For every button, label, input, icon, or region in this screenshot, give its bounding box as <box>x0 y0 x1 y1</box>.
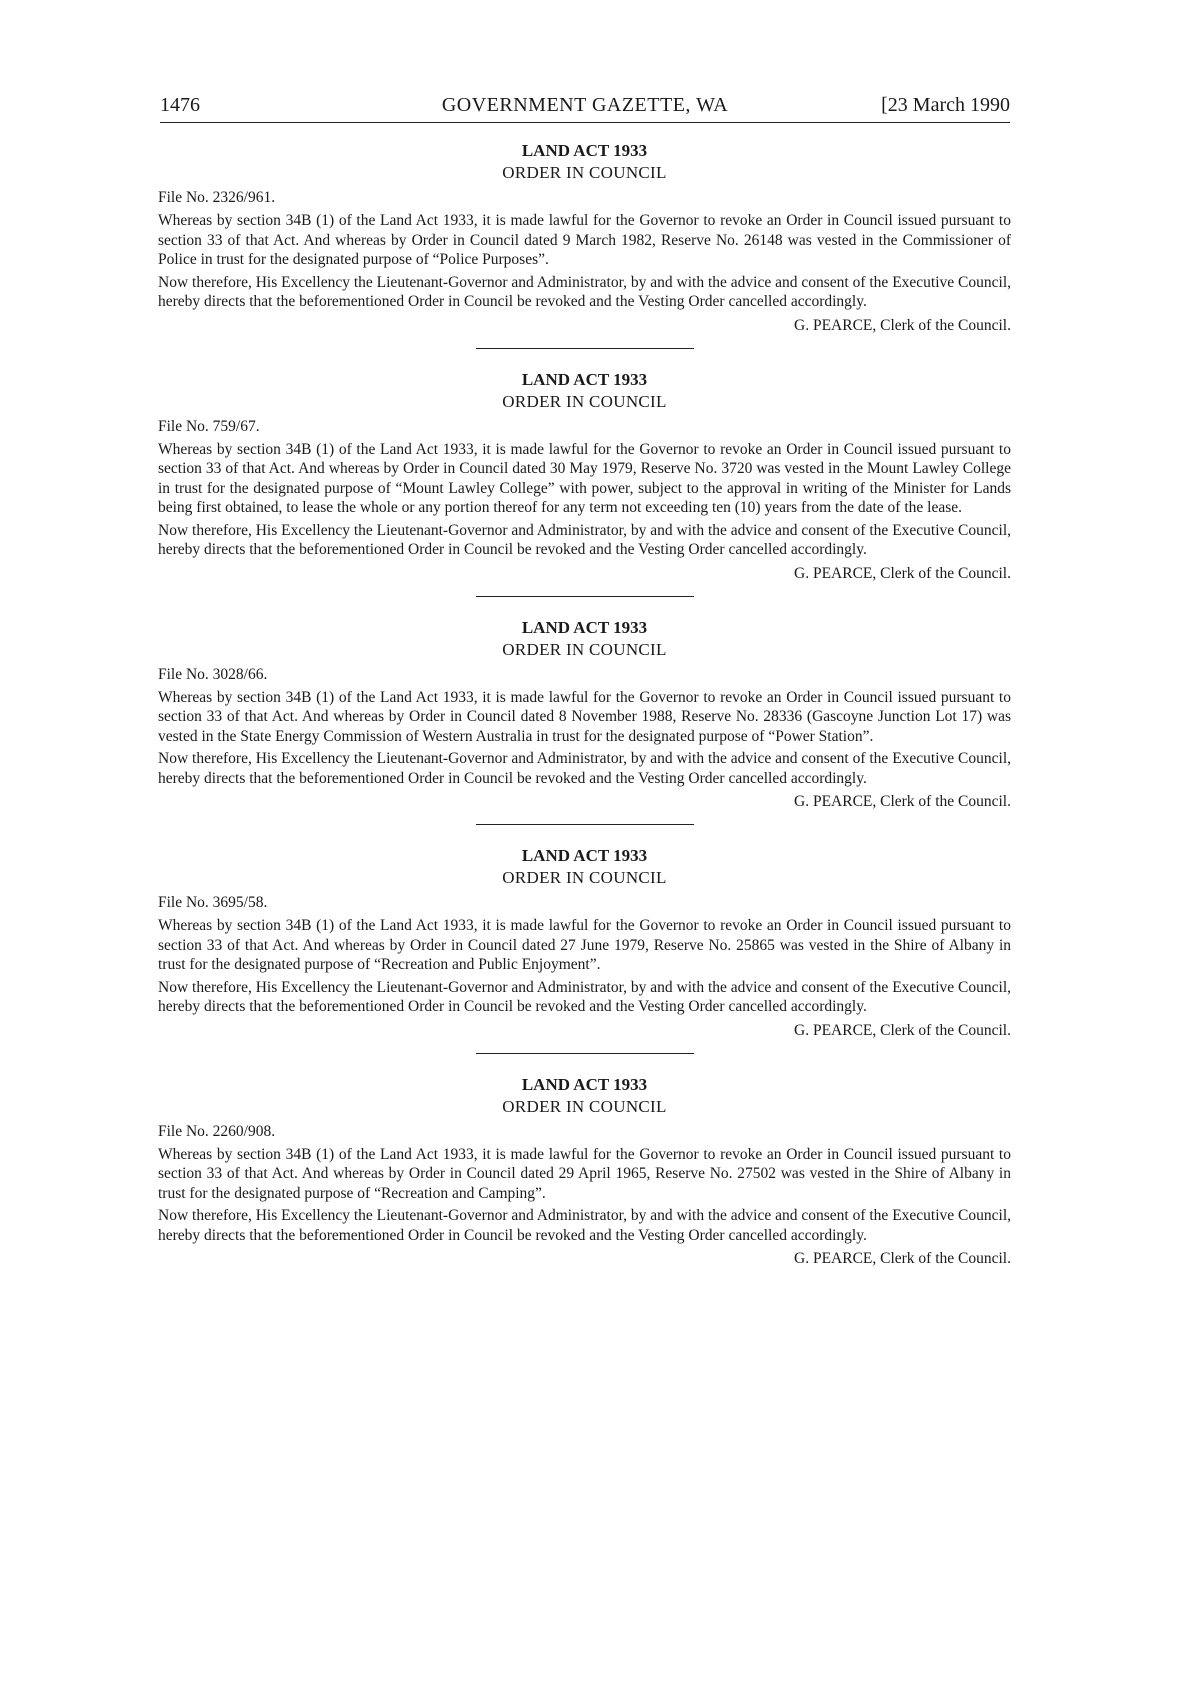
notice-3 <box>158 617 1011 813</box>
signature: G. PEARCE, Clerk of the Council. <box>794 1021 1011 1039</box>
act-title: LAND ACT 1933 <box>521 1074 648 1094</box>
file-number: File No. 2260/908. <box>158 1122 276 1140</box>
therefore-paragraph: Now therefore, His Excellency the Lieutenant-Governor and Administrator, by and with the advice and consent of the Executive Council, hereby directs that the beforementioned Order in Council be revoked and the Vesting Order cancelled accordingly. <box>158 521 1011 558</box>
separator-rule <box>476 596 694 597</box>
therefore-paragraph: Now therefore, His Excellency the Lieutenant-Governor and Administrator, by and with the advice and consent of the Executive Council, hereby directs that the beforementioned Order in Council be revoked and the Vesting Order cancelled accordingly. <box>158 750 1011 787</box>
signature: G. PEARCE, Clerk of the Council. <box>794 564 1011 582</box>
therefore-paragraph: Now therefore, His Excellency the Lieutenant-Governor and Administrator, by and with the advice and consent of the Executive Council, hereby directs that the beforementioned Order in Council be revoked and the Vesting Order cancelled accordingly. <box>158 1207 1011 1244</box>
act-title: LAND ACT 1933 <box>521 846 648 865</box>
file-number: File No. 3028/66. <box>158 665 268 683</box>
separator-rule <box>476 348 694 349</box>
act-title: LAND ACT 1933 <box>521 617 648 637</box>
order-title: ORDER IN COUNCIL <box>502 639 667 659</box>
act-title: LAND ACT 1933 <box>521 141 648 160</box>
separator-rule <box>476 1053 694 1054</box>
therefore-paragraph: Now therefore, His Excellency the Lieutenant-Governor and Administrator, by and with the advice and consent of the Executive Council, hereby directs that the beforementioned Order in Council be revoked and the Vesting Order cancelled accordingly. <box>158 273 1011 310</box>
order-title: ORDER IN COUNCIL <box>502 1096 667 1116</box>
whereas-paragraph: Whereas by section 34B (1) of the Land Act 1933, it is made lawful for the Governor to revoke an Order in Council issued pursuant to section 33 of that Act. And whereas by Order in Council dated 29 April 1965, Reserve No. 27502 was vested in the Shire of Albany in trust for the designated purpose of “Recreation and Camping”. <box>158 1145 1011 1202</box>
notice-2 <box>158 369 1011 584</box>
signature: G. PEARCE, Clerk of the Council. <box>794 1250 1011 1267</box>
whereas-paragraph: Whereas by section 34B (1) of the Land Act 1933, it is made lawful for the Governor to revoke an Order in Council issued pursuant to section 33 of that Act. And whereas by Order in Council dated 30 May 1979, Reserve No. 3720 was vested in the Mount Lawley College in trust for the designated purpose of “Mount Lawley College” with power, subject to the approval in writing of the Minister for Lands being first obtained, to lease the whole or any portion thereof for any term not exceeding ten (10) years from the date of the lease. <box>158 440 1011 516</box>
notice-5 <box>158 1074 1011 1270</box>
whereas-paragraph: Whereas by section 34B (1) of the Land Act 1933, it is made lawful for the Governor to revoke an Order in Council issued pursuant to section 33 of that Act. And whereas by Order in Council dated 27 June 1979, Reserve No. 25865 was vested in the Shire of Albany in trust for the designated purpose of “Recreation and Public Enjoyment”. <box>158 917 1011 973</box>
notice-1 <box>158 140 1011 336</box>
file-number: File No. 3695/58. <box>158 894 268 911</box>
page-number: 1476 <box>160 94 200 116</box>
notices-list <box>158 140 1011 1269</box>
page-header <box>160 92 1010 123</box>
whereas-paragraph: Whereas by section 34B (1) of the Land Act 1933, it is made lawful for the Governor to revoke an Order in Council issued pursuant to section 33 of that Act. And whereas by Order in Council dated 9 March 1982, Reserve No. 26148 was vested in the Commissioner of Police in trust for the designated purpose of “Police Purposes”. <box>158 212 1011 268</box>
whereas-paragraph: Whereas by section 34B (1) of the Land Act 1933, it is made lawful for the Governor to revoke an Order in Council issued pursuant to section 33 of that Act. And whereas by Order in Council dated 8 November 1988, Reserve No. 28336 (Gascoyne Junction Lot 17) was vested in the State Energy Commission of Western Australia in trust for the designated purpose of “Power Station”. <box>158 688 1011 745</box>
signature: G. PEARCE, Clerk of the Council. <box>794 793 1011 810</box>
file-number: File No. 759/67. <box>158 417 260 435</box>
therefore-paragraph: Now therefore, His Excellency the Lieutenant-Governor and Administrator, by and with the advice and consent of the Executive Council, hereby directs that the beforementioned Order in Council be revoked and the Vesting Order cancelled accordingly. <box>158 978 1011 1015</box>
gazette-title: GOVERNMENT GAZETTE, WA <box>441 94 729 116</box>
signature: G. PEARCE, Clerk of the Council. <box>794 316 1011 334</box>
separator-rule <box>476 824 694 825</box>
act-title: LAND ACT 1933 <box>521 369 648 389</box>
issue-date: [23 March 1990 <box>881 94 1010 116</box>
order-title: ORDER IN COUNCIL <box>502 163 667 182</box>
order-title: ORDER IN COUNCIL <box>502 868 667 887</box>
file-number: File No. 2326/961. <box>158 189 276 206</box>
notice-4 <box>158 845 1011 1041</box>
order-title: ORDER IN COUNCIL <box>502 391 667 411</box>
